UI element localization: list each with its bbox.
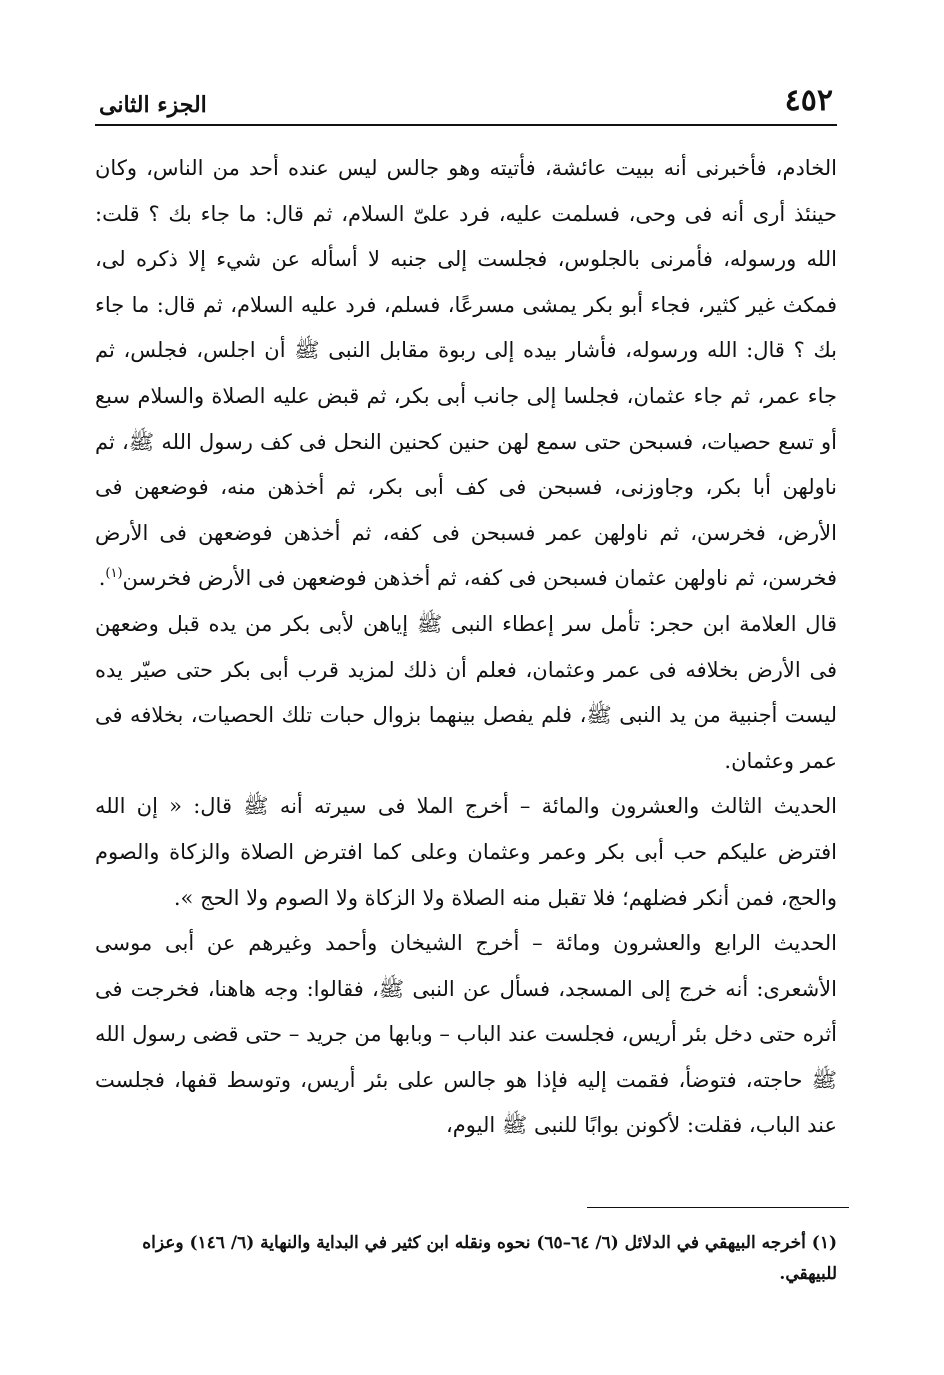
running-header (95, 70, 837, 116)
paragraph-4: الحديث الرابع والعشرون ومائة – أخرج الشيخان وأحمد وغيرهم عن أبى موسى الأشعرى: أنه خرج إلى المسجد، فسأل عن النبى ﷺ، فقالوا: وجه هاهنا، فخرجت فى أثره حتى دخل بئر أريس، فجلست عند الباب – وبابها من جريد – حتى قضى رسول الله ﷺ حاجته، فتوضأ، فقمت إليه فإذا هو جالس على بئر أريس، وتوسط قفها، فجلست عند الباب، فقلت: لأكونن بوابًا للنبى ﷺ اليوم، (95, 931, 837, 1138)
page-number: ٤٥٢ (784, 83, 833, 118)
book-page (95, 70, 837, 1149)
part-title: الجزء الثانى (99, 92, 207, 118)
footnote: (١) أخرجه البيهقي في الدلائل (٦/ ٦٤–٦٥) نحوه ونقله ابن كثير في البداية والنهاية (٦/ ١٤٦) وعزاه للبيهقي. (142, 1233, 837, 1284)
paragraph-3: الحديث الثالث والعشرون والمائة – أخرج الملا فى سيرته أنه ﷺ قال: « إن الله افترض عليكم حب أبى بكر وعمر وعثمان وعلى كما افترض الصلاة والزكاة والصوم والحج، فمن أنكر فضلهم؛ فلا تقبل منه الصلاة ولا الزكاة ولا الصوم ولا الحج ». (95, 794, 837, 910)
paragraph-2: قال العلامة ابن حجر: تأمل سر إعطاء النبى ﷺ إياهن لأبى بكر من يده قبل وضعهن فى الأرض بخلافه فى عمر وعثمان، فعلم أن ذلك لمزيد قرب أبى بكر حتى صيّر يده ليست أجنبية من يد النبى ﷺ، فلم يفصل بينهما بزوال حبات تلك الحصيات، بخلافه فى عمر وعثمان. (95, 611, 837, 773)
paragraph-1-text: الخادم، فأخبرنى أنه ببيت عائشة، فأتيته وهو جالس ليس عنده أحد من الناس، وكان حينئذ أرى أنه فى وحى، فسلمت عليه، فرد علىّ السلام، ثم قال: ما جاء بك ؟ قلت: الله ورسوله، فأمرنى بالجلوس، فجلست إلى جنبه لا أسأله عن شيء إلا ذكره لى، فمكث غير كثير، فجاء أبو بكر يمشى مسرعًا، فسلم، فرد عليه السلام، ثم قال: ما جاء بك ؟ قال: الله ورسوله، فأشار بيده إلى ربوة مقابل النبى ﷺ أن اجلس، فجلس، ثم جاء عمر، ثم جاء عثمان، فجلسا إلى جانب أبى بكر، ثم قبض عليه الصلاة والسلام سبع أو تسع حصيات، فسبحن حتى سمع لهن حنين كحنين النحل فى كف رسول الله ﷺ، ثم ناولهن أبا بكر، وجاوزنى، فسبحن فى كف أبى بكر، ثم أخذهن منه، فوضعهن فى الأرض، فخرسن، ثم ناولهن عمر فسبحن فى كفه، ثم أخذهن فوضعهن فى الأرض فخرسن، ثم ناولهن عثمان فسبحن فى كفه، ثم أخذهن فوضعهن فى الأرض فخرسن (95, 156, 837, 591)
body-text (95, 146, 837, 1149)
footnote-rule (587, 1207, 849, 1208)
footnote-marker: (١) (105, 566, 123, 582)
paragraph-1-tail: . (98, 566, 106, 591)
header-rule (95, 124, 837, 126)
paragraph-1 (95, 146, 837, 602)
